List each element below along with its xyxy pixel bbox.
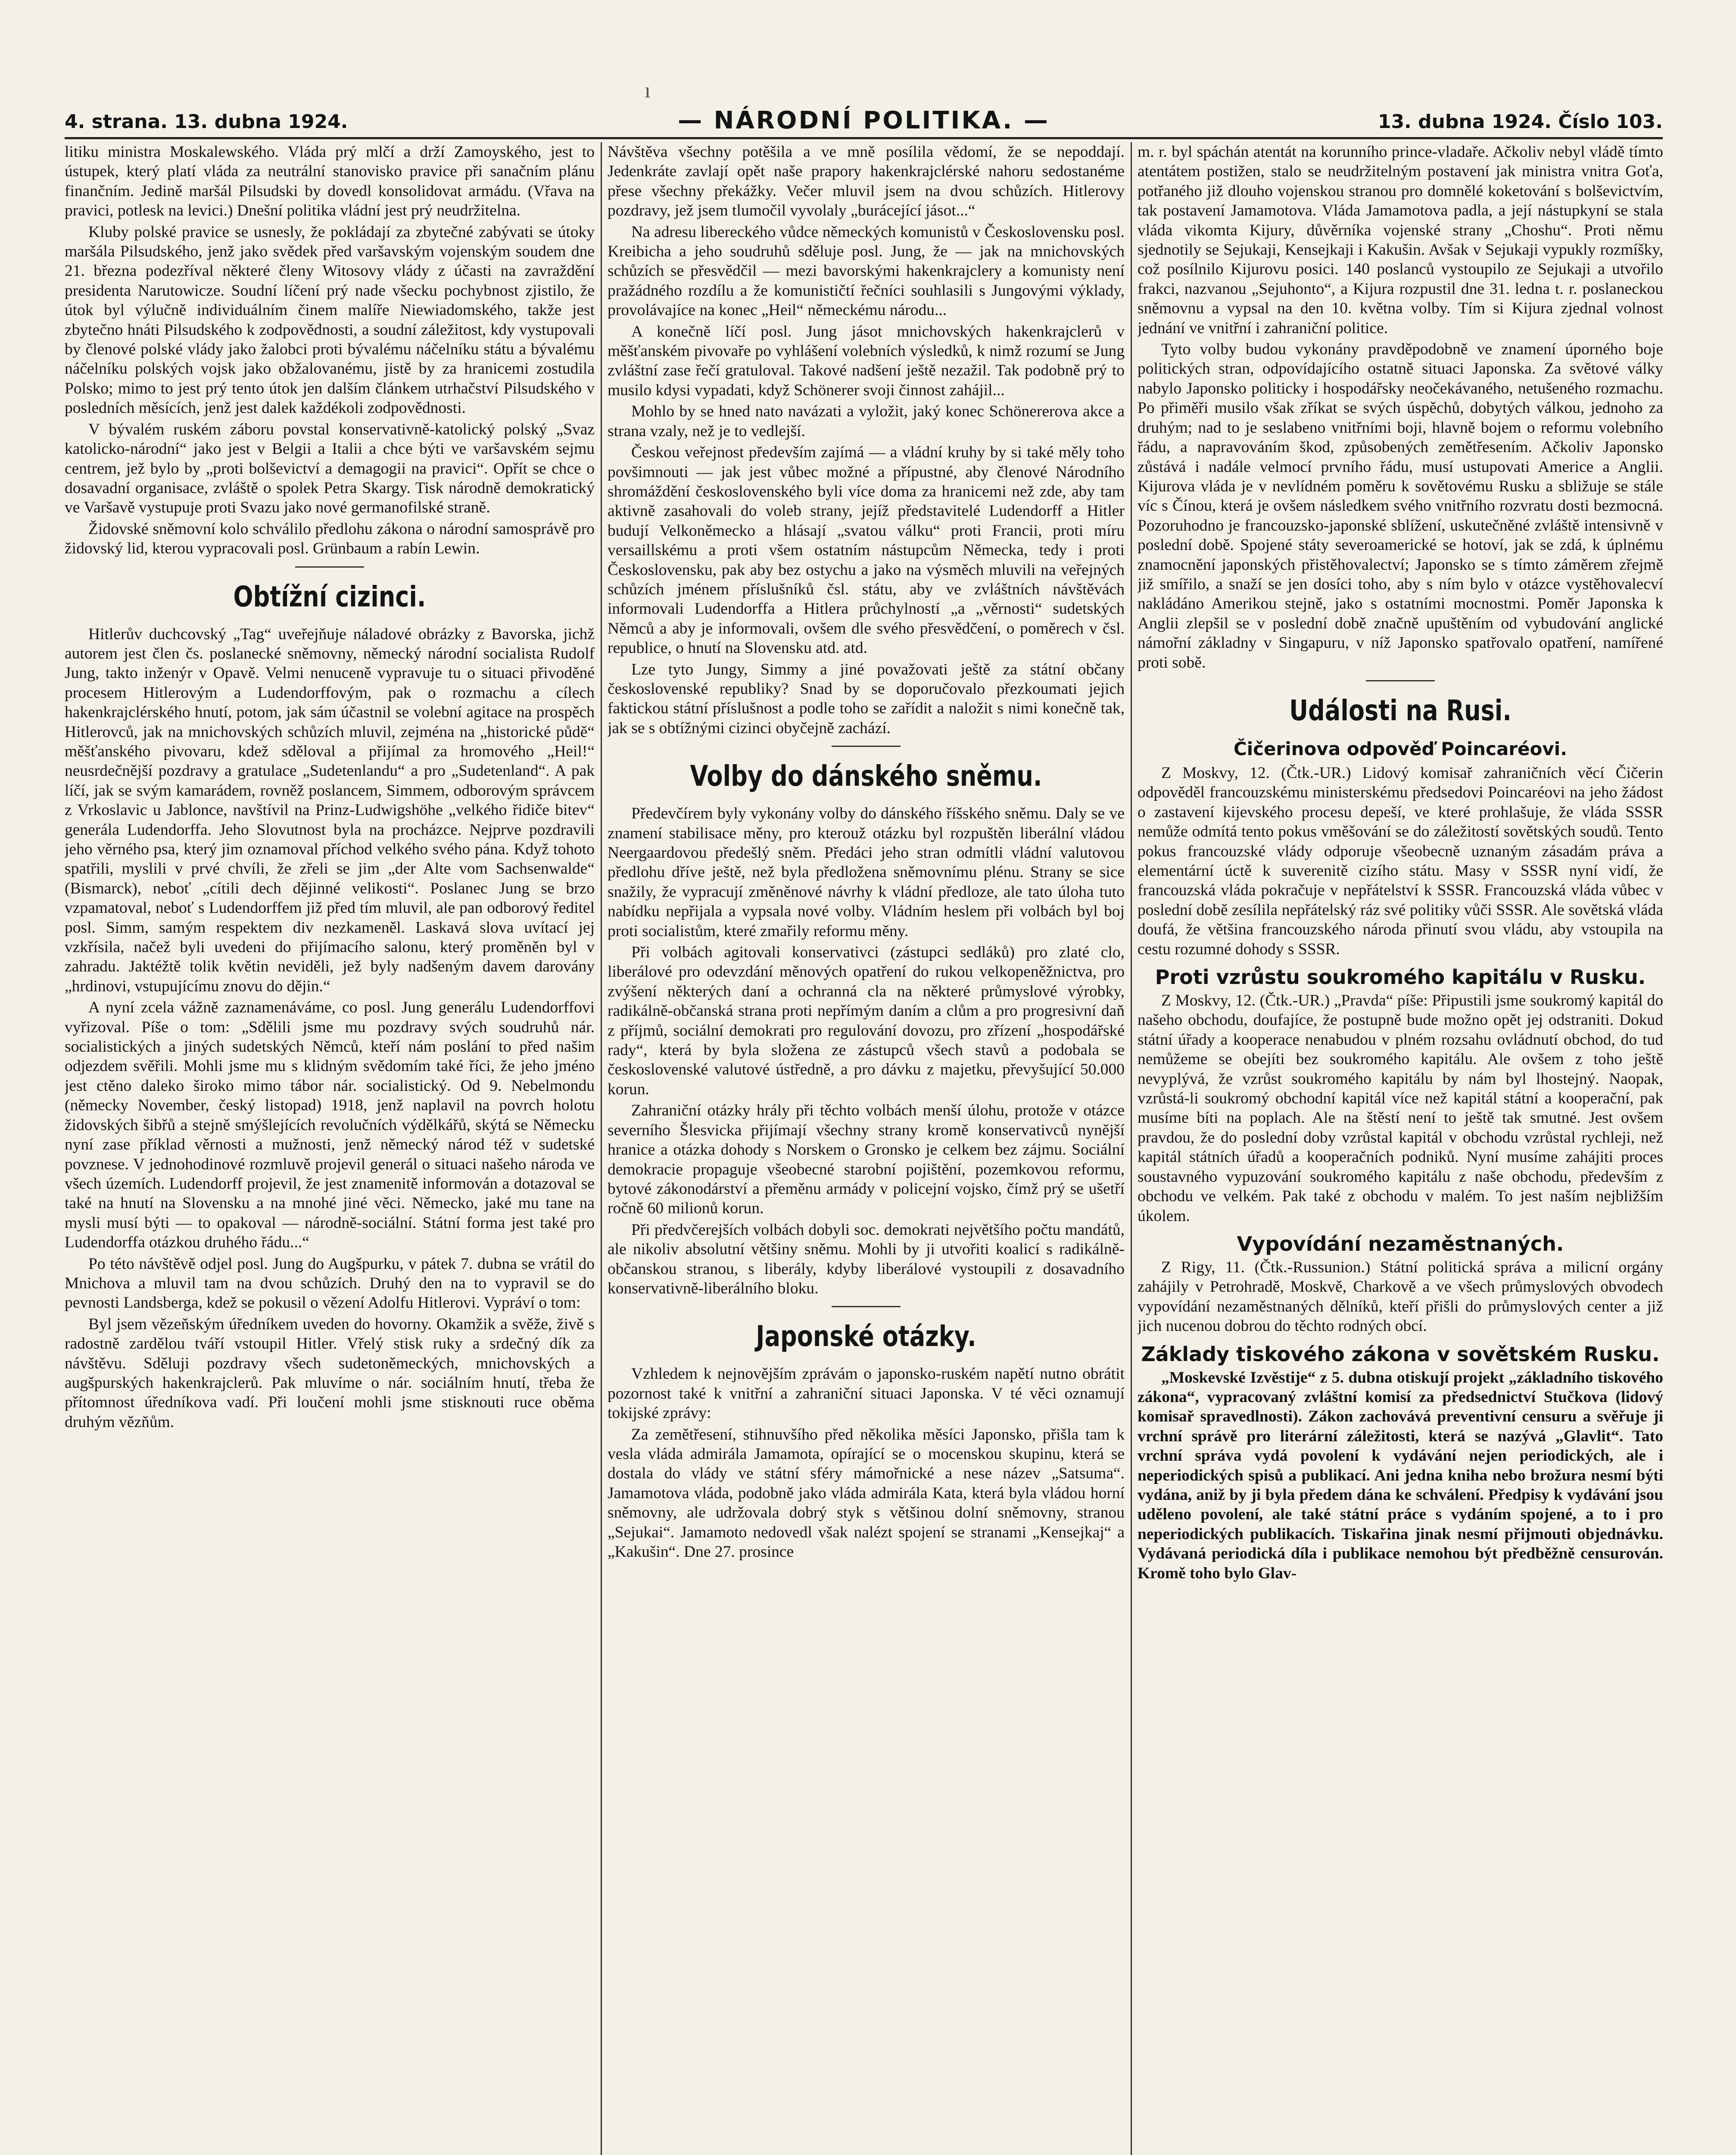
- column-1: [65, 142, 595, 2155]
- article-paragraph: Při volbách agitovali konservativci (zástupci sedláků) pro zlaté clo, liberálové pro odevzdání měnových opatření do rukou velkopeněžnictva, pro zvýšení některých daní a ochranná cla na některé průmyslové výrobky, radikálně-občanská strana proti nepřímým daním a clům a pro progresivní daň z příjmů, sociální demokrati pro regulování dovozu, pro zřízení „hospodářské rady“, která by byla složena ze zástupců všech stavů a podobala se československé valutové ústředně, a pro dávku z majetku, převyšující 50.000 korun.: [608, 943, 1125, 1098]
- masthead-title: — NÁRODNÍ POLITIKA. —: [678, 106, 1050, 134]
- headline-udalosti-na-rusi: Události na Rusi.: [1289, 693, 1512, 727]
- subheadline-proti-vzrustu: Proti vzrůstu soukromého kapitálu v Rusku.: [1155, 965, 1646, 989]
- header-date-left: 4. strana. 13. dubna 1924.: [65, 111, 348, 133]
- article-paragraph: Byl jsem vězeňským úředníkem uveden do hovorny. Okamžik a svěže, živě s radostně zardělou tváří vstoupil Hitler. Vřelý stisk ruky a srdečný dík za návštěvu. Sděluji pozdravy všech sudetoněmeckých, mnichovských a augšpurských hakenkrajclerů. Pak mluvíme o nár. sociálním hnutí, třeba že přítomnost úředníkova vadí. Při loučení mohli jsme stisknouti ruce oběma druhým vězňům.: [65, 1315, 595, 1431]
- headline-obtizni-cizinci: Obtížní cizinci.: [233, 580, 426, 613]
- article-paragraph: Zahraniční otázky hrály při těchto volbách menší úlohu, protože v otázce severního Šlesvicka přijímají všechny strany kromě konservativců nynější hranice a otázka dohody s Norskem o Gronsko je celkem bez zájmu. Sociální demokracie propaguje všeobecné starobní pojištění, pozemkovou reformu, bytové zákonodárství a přeměnu armády v policejní vojsko, čímž prý se ušetří ročně 60 milionů korun.: [608, 1102, 1125, 1218]
- divider: [832, 1306, 901, 1307]
- article-paragraph: Kluby polské pravice se usnesly, že pokládají za zbytečné zabývati se útoky maršála Pilsudského, jenž jako svědek před varšavským vojenským soudem dne 21. března podezříval některé členy Witosovy vlády z účasti na zavraždění presidenta Narutowicze. Soudní líčení prý nade všecku pochybnost zjistilo, že útok byl výlučně individuálním činem malíře Niewiadomského, takže jest zbytečno hnáti Pilsudského k zodpovědnosti, a soudní záležitost, kdy vystupovali by členové polské vlády jako žalobci proti bývalému náčelníku státu a bývalému náčelníku polských vojsk jako obžalovanému, jistě by za hranicemi zostudila Polsko; mimo to jest prý tento útok jen dalším článkem utrhačství Pilsudského v posledních měsících, jenž jest dalek každékoli zodpovědnosti.: [65, 223, 595, 417]
- article-paragraph: „Moskevské Izvěstije“ z 5. dubna otiskují projekt „základního tiskového zákona“, vypracovaný zvláštní komisí za předsednictví Stučkova (lidový komisař spravedlnosti). Zákon zachovává preventivní censuru a svěřuje ji vrchní správě pro literární záležitosti, která se nazývá „Glavlit“. Tato vrchní správa vydá povolení k vydávání nejen periodických, ale i neperiodických spisů a publikací. Ani jedna kniha nebo brožura nesmí býti vydána, aniž by ji byla předem dána ke schválení. Předpisy k vydávání jsou uděleno povolení, ale také státní práce s vydáním spojené, a to i pro neperiodických publikacích. Tiskařina jinak nesmí přijmouti objednávku. Vydávaná periodická díla i publikace nemohou být předběžně censurován. Kromě toho bylo Glav-: [1138, 1368, 1663, 1582]
- column-rule-2: [1131, 142, 1132, 2155]
- article-paragraph: Na adresu libereckého vůdce německých komunistů v Československu posl. Kreibicha a jeho soudruhů sděluje posl. Jung, že — jak na mnichovských schůzích se přesvědčil — mezi bavorskými hakenkrajclery a komunisty není pražádného rozdílu a že komunističtí řečníci souhlasili s Jungovými výklady, provolávajíce na konec „Heil“ německému národu...: [608, 223, 1125, 319]
- article-paragraph: Hitlerův duchcovský „Tag“ uveřejňuje náladové obrázky z Bavorska, jichž autorem jest člen čs. poslanecké sněmovny, německý národní socialista Rudolf Jung, takto inženýr v Opavě. Velmi nenuceně vypravuje tu o situaci přivoděné procesem Hitlerovým a Ludendorffovým, pak o rozmachu a cílech hakenkrajclérského hnutí, potom, jak sám účastnil se volební agitace na prospěch Hitlerovců, jak na mnichovských schůzích mluvil, zejména na „historické půdě“ měšťanského pivovaru, kdež sděloval a přijímal za hromového „Heil!“ neusrdečnější pozdravy a gratulace „Sudetenlandu“ a pro „Sudetenland“. A pak líčí, jak se svým kamarádem, rovněž poslancem, Simmem, odborovým správcem z Vrkoslavic u Jablonce, navštívil na Prinz-Ludwigshöhe „velkého řidiče bitev“ generála Ludendorffa. Jeho Slovutnost byla na procházce. Nejprve pozdravili jeho věrného psa, který jim oznamoval příchod velkého svého pána. Když tohoto spatřili, myslili v prvé chvíli, že zřeli se jim „der Alte vom Sachsenwalde“ (Bismarck), neboť „cítili dech dějinné velikosti“. Poslanec Jung se brzo vzpamatoval, neboť s Ludendorffem již před tím mluvil, ale pan odborový ředitel posl. Simm, samým respektem div nezkameněl. Laskavá slova uvítací jej vzkřísila, načež byli uvedeni do přijímacího salonu, který proměněn byl v zahradu. Jaktéžtě tolik květin neviděli, jež byly nadšeným davem darovány „hrdinovi, vstupujícímu znovu do dějin.“: [65, 625, 595, 995]
- subheadline-cicerin: Čičerinova odpověď Poincaréovi.: [1233, 738, 1568, 759]
- page-header: [65, 103, 1663, 139]
- article-paragraph: Židovské sněmovní kolo schválilo předlohu zákona o národní samosprávě pro židovský lid, kterou vypracovali posl. Grünbaum a rabín Lewin.: [65, 520, 595, 558]
- article-paragraph: Z Rigy, 11. (Čtk.-Russunion.) Státní politická správa a milicní orgány zahájily v Petrohradě, Moskvě, Charkově a ve všech průmyslových obvodech vypovídání nezaměstnaných dělníků, kteří přišli do průmyslových center a již jich nucenou dobrou do těchto rodných obcí.: [1138, 1258, 1663, 1335]
- article-paragraph: litiku ministra Moskalewského. Vláda prý mlčí a drží Zamoyského, jest to ústupek, který platí vláda za neutrální stanovisko pravice při sanačním plánu finančním. Jedině maršál Pilsudski by dovedl konsolidovat armádu. (Vřava na pravici, potlesk na levici.) Dnešní politika vládní jest prý neudržitelna.: [65, 143, 595, 220]
- article-paragraph: Vzhledem k nejnovějším zprávám o japonsko-ruském napětí nutno obrátit pozornost také k vnitřní a zahraniční situaci Japonska. V té věci oznamují tokijské zprávy:: [608, 1365, 1125, 1422]
- article-paragraph: Českou veřejnost především zajímá — a vládní kruhy by si také měly toho povšimnouti — jak jest vůbec možné a přípustné, aby členové Národního shromáždění československého byli více doma za hranicemi než zde, aby tam aktivně zasahovali do voleb strany, jejíž představitelé Ludendorff a Hitler budují Velkoněmecko a hlásají „svatou válku“ proti Francii, proti míru versaillskému a proti všem ostatním nástupcům Německa, tedy i proti Československu, pak aby bez ostychu a jako na výsměch mluvili na veřejných schůzích jménem příslušníků čsl. státu, aby ve zvláštních návštěvách informovali Ludendorffa a Hitlera průchylností „a „věrnosti“ sudetských Němců a aby je informovali, ovšem dle svého přesvědčení, o poměrech v čsl. republice, o hnutí na Slovensku atd. atd.: [608, 443, 1125, 657]
- article-paragraph: V bývalém ruském záboru povstal konservativně-katolický polský „Svaz katolicko-národní“ jako jest v Belgii a Italii a chce býti ve varšavském sejmu centrem, jež bylo by „proti bolševictví a demagogii na pravici“. Opřít se chce o dosavadní organisace, zvláště o spolek Petra Skargy. Tisk národně demokratický ve Varšavě vystupuje proti Svazu jako nové germanofilské straně.: [65, 420, 595, 517]
- header-issue-right: 13. dubna 1924. Číslo 103.: [1378, 111, 1663, 133]
- article-paragraph: Z Moskvy, 12. (Čtk.-UR.) „Pravda“ píše: Připustili jsme soukromý kapitál do našeho obchodu, doufajíce, že postupně bude možno opět jej odstraniti. Dokud státní úřady a kooperace nenabudou v plném rozsahu ovládnutí obchod, do tud nemůžeme se obejíti bez soukromého kapitálu. Ale ovšem z toho ještě nevyplývá, že vzrůst soukromého kapitálu by nám byl lhostejný. Naopak, vzrůstá-li soukromý obchodní kapitál více než kapitál státní a kooperační, pak musíme bíti na poplach. Ale na štěstí není to ještě tak smutné. Jest ovšem pravdou, že do poslední doby vzrůstal kapitál v obchodu vzrůstal rychleji, než kapitál státních úřadů a kooperačních podniků. Nyní musíme zahájiti proces soustavného vypuzování soukromého kapitálu z naše obchodu, především z obchodu ve velkém. Pak také z obchodu v malém. To jest naším nejbližším úkolem.: [1138, 992, 1663, 1225]
- article-paragraph: Návštěva všechny potěšila a ve mně posílila vědomí, že se nepoddají. Jedenkráte zavlají opět naše prapory hakenkrajclérské nahoru sedostanéme přese všechny překážky. Večer mluvil jsem na dvou schůzích. Hitlerovy pozdravy, jež jsem tlumočil vyvolaly „burácející jásot...“: [608, 143, 1125, 220]
- article-paragraph: Předevčírem byly vykonány volby do dánského říšského sněmu. Daly se ve znamení stabilisace měny, pro kterouž otázku byl rozpuštěn liberální vládou Neergaardovou předešlý sněm. Předáci jeho stran odmítli vládní valutovou předlohu dříve ještě, než byla předložena sněmovnímu plénu. Strany se sice snažily, že vypracují změněnové návrhy k vládní předloze, ale tato úloha tuto nabídku nepřijala a vypsala nové volby. Vládním heslem při volbách byl boj proti socialistům, které zmařily reformu měny.: [608, 805, 1125, 940]
- headline-japonske-otazky: Japonské otázky.: [756, 1320, 976, 1353]
- article-paragraph: Mohlo by se hned nato navázati a vyložit, jaký konec Schönererova akce a strana vzaly, než je to vedlejší.: [608, 403, 1125, 440]
- divider: [1366, 680, 1435, 681]
- headline-volby: Volby do dánského sněmu.: [690, 759, 1042, 793]
- stray-mark: ı: [645, 78, 651, 102]
- article-paragraph: Tyto volby budou vykonány pravděpodobně ve znamení úporného boje politických stran, odpovídajícího ostatně situaci Japonska. Za světové války nabylo Japonsko politicky i hospodářsky neočekávaného, netušeného rozmachu. Po přiměři musilo však zříkat se svých úspěchů, dobytých válkou, jednoho za druhým; nad to je seslabeno vnitřními boji, hlavně bojem o reformu volebního řádu, a napravováním škod, způsobených zemětřesením. Ačkoliv Japonsko zůstává i nadále velmocí prvního řádu, musí ustupovati Americe a Anglii. Kijurova vláda je v nevlídném poměru k sovětovému Rusku a sbližuje se stále víc s Čínou, která je ovšem následkem svého vnitřního rozvratu dosti bezmocná. Pozoruhodno je francouzsko-japonské sblížení, uskutečněné zvláště intensivně v poslední době. Spojené státy severoamerické se hotoví, jak se zdá, k úplnému znamocnění japonských přistěhovalectví; Japonsko se s tímto záměrem zřejmě již smířilo, a snaží se jen dosíci toho, aby s ním bylo v otázce vystěhovalecví nakládáno Amerikou stejně, jako s ostatními mocnostmi. Poměr Japonska k Anglii zlepšil se v poslední době značně upuštěním od vybudování anglické námořní základny v Singapuru, v níž Japonsko spatřovalo opatření, namířené proti sobě.: [1138, 340, 1663, 671]
- subheadline-zaklady: Základy tiskového zákona v sovětském Rusku.: [1141, 1342, 1660, 1366]
- article-paragraph: Za zemětřesení, stihnuvšího před několika měsíci Japonsko, přišla tam k vesla vláda admirála Jamamota, opírající se o mocenskou skupinu, která se dostala do vlády ve státní sféry mámořnické a nese název „Satsuma“. Jamamotova vláda, podobně jako vláda admirála Kata, která byla vládou horní sněmovny, ale udržovala dobrý styk s většinou dolní sněmovny, stranou „Sejukai“. Jamamoto nedovedl však nalézt spojení se stranami „Kensejkaj“ a „Kakušin“. Dne 27. prosince: [608, 1425, 1125, 1561]
- article-paragraph: Z Moskvy, 12. (Čtk.-UR.) Lidový komisař zahraničních věcí Čičerin odpověděl francouzskému ministerskému předsedovi Poincaréovi na jeho žádost o zastavení kijevského procesu depeší, ve které prohlašuje, že vláda SSSR nemůže odmítá tento pokus vměšování se do záležitostí sovětských soudů. Tento pokus francouzské vlády odporuje všeobecně uznaným zásadám práva a elementární úctě k suverenitě cizího státu. Masy v SSSR nyní vidí, že francouzská vláda pokračuje v nepřátelství k SSSR. Francouzská vláda vůbec v poslední době zesílila nepřátelský ráz své politiky vůči SSSR. Ale sovětská vláda doufá, že většina francouzského národa přinutí svou vládu, aby vstoupila na cestu rozumné dohody s SSSR.: [1138, 764, 1663, 958]
- article-paragraph: A konečně líčí posl. Jung jásot mnichovských hakenkrajclerů v měšťanském pivovaře po vyhlášení volebních výsledků, k nimž rozumí se Jung zvláštní zase řečí gratuloval. Takové nadšení ještě nezažil. Tak podobně prý to musilo kdysi vypadati, když Schönerer svoji činnost zahájil...: [608, 322, 1125, 399]
- article-paragraph: Po této návštěvě odjel posl. Jung do Augšpurku, v pátek 7. dubna se vrátil do Mnichova a mluvil tam na dvou schůzích. Druhý den na to vypravil se do pevnosti Landsberga, kdež se pokusil o vězení Adolfu Hitlerovi. Vypráví o tom:: [65, 1255, 595, 1312]
- column-2: [608, 142, 1125, 2155]
- divider: [832, 746, 901, 747]
- column-rule-1: [601, 142, 602, 2155]
- article-paragraph: Při předvčerejších volbách dobyli soc. demokrati největšího počtu mandátů, ale nikoliv absolutní většiny sněmu. Mohli by ji utvořiti koalicí s radikálně-občanskou stranou, s liberály, kdyby liberálové vystoupili z dosavadního konservativně-liberálního bloku.: [608, 1221, 1125, 1297]
- subheadline-vypovidani: Vypovídání nezaměstnaných.: [1237, 1232, 1564, 1256]
- article-paragraph: m. r. byl spáchán atentát na korunního prince-vladaře. Ačkoliv nebyl vládě tímto atentátem postižen, stalo se neudržitelným postavení jak ministra vnitra Goťa, potřaného již dlouho vojenskou stranou pro domnělé koketování s bolševictvím, tak postavení Jamamotova. Vláda Jamamotova padla, a její nástupkyní se stala vláda vikomta Kijury, důvěrníka vojenské strany „Choshu“. Proti němu sjednotily se Sejukaji, Kensejkaji i Kakušin. Avšak v Sejukaji vypukly rozmíšky, což posílnilo Kijurovu posici. 140 poslanců vystoupilo ze Sejukaji a utvořilo frakci, nazvanou „Sejuhonto“, a Kijura rozpustil dne 31. ledna t. r. poslaneckou sněmovnu a vypsal na den 10. května volby. Tím si Kijura zjednal volnost jednání ve vnitřní i zahraniční politice.: [1138, 143, 1663, 337]
- article-paragraph: Lze tyto Jungy, Simmy a jiné považovati ještě za státní občany československé republiky? Snad by se doporučovalo přezkoumati jejich faktickou státní příslušnost a podle toho se zařídit a naložit s nimi konečně tak, jak se s obtížnými cizinci obyčejně zachází.: [608, 660, 1125, 737]
- column-3: [1138, 142, 1663, 2155]
- divider: [295, 566, 364, 568]
- article-paragraph: A nyní zcela vážně zaznamenáváme, co posl. Jung generálu Ludendorffovi vyřizoval. Píše o tom: „Sdělili jsme mu pozdravy svých soudruhů nár. socialistických a jiných sudetských Němců, kteří nám poslání to před našim odjezdem svěřili. Mohli jsme mu s klidným svědomím také říci, že jeho jméno jest ctěno daleko široko mimo tábor nár. socialistický. Od 9. Nebelmondu (německy November, český listopad) 1918, jenž naplavil na povrch holotu židovských šibřů a stejně smýšlejících revolučních výdělkářů, skýtá se Německu nyní zase příklad věrnosti a mužnosti, jenž německý národ též v sudetské povznese. V jednohodinové rozmluvě projevil generál o situaci našeho národa ve všech územích. Ludendorff projevil, že jest znamenitě informován a dotazoval se také na hnutí na Slovensku a na mnohé jiné věci. Německo, jaké mu tane na mysli musí býti — to opakoval — národně-sociální. Státní forma jest také pro Ludendorffa otázkou druhého řádu...“: [65, 999, 595, 1252]
